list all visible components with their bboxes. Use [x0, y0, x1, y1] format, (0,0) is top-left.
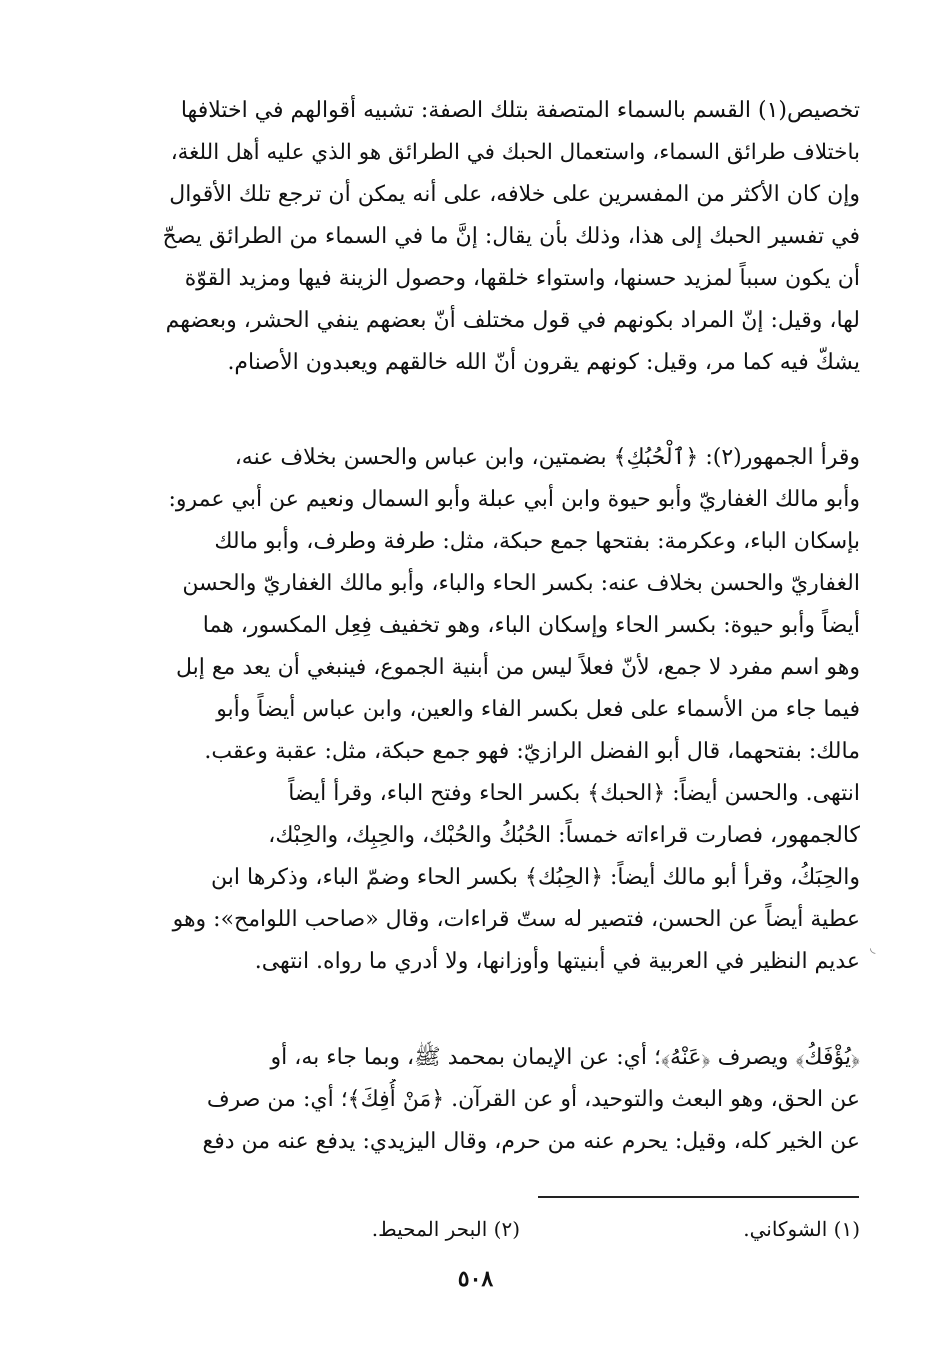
text-line: عديم النظير في العربية في أبنيتها وأوزانها، ولا أدري ما رواه. انتهى.	[254, 949, 860, 974]
text-line: تخصيص(١) القسم بالسماء المتصفة بتلك الصفة: تشبيه أقوالهم في اختلافها	[180, 98, 860, 123]
text-line: وهو اسم مفرد لا جمع، لأنّ فعلاً ليس من أبنية الجموع، فينبغي أن يعد مع إبل	[175, 655, 860, 680]
text-line: أيضاً وأبو حيوة: بكسر الحاء وإسكان الباء، وهو تخفيف فِعِل المكسور، هما	[202, 613, 860, 638]
text-line: عن الحق، وهو البعث والتوحيد، أو عن القرآن. ﴿مَنْ أُفِكَ﴾؛ أي: من صرف	[206, 1087, 860, 1112]
text-line: لها، وقيل: إنّ المراد بكونهم في قول مختلف أنّ بعضهم ينفي الحشر، وبعضهم	[165, 308, 860, 333]
scan-mark: ◟	[870, 940, 876, 956]
paragraph-2	[160, 437, 860, 983]
text-line: عطية أيضاً عن الحسن، فتصير له ستّ قراءات، وقال «صاحب اللوامح»: وهو	[172, 907, 860, 932]
text-line: ﴿يُؤْفَكُ﴾ ويصرف ﴿عَنْهُ﴾؛ أي: عن الإيمان بمحمد ﷺ، وبما جاء به، أو	[270, 1045, 860, 1070]
text-line: وقرأ الجمهور(٢): ﴿ٱلْحُبُكِ﴾ بضمتين، وابن عباس والحسن بخلاف عنه،	[234, 445, 860, 470]
paragraph-3	[160, 1037, 860, 1163]
page-number: ٥٠٨	[457, 1266, 494, 1292]
text-line: في تفسير الحبك إلى هذا، وذلك بأن يقال: إنَّ ما في السماء من الطرائق يصحّ	[162, 224, 860, 249]
text-line: بإسكان الباء، وعكرمة: بفتحها جمع حبكة، مثل: طرفة وطرف، وأبو مالك	[214, 529, 860, 554]
text-line: وأبو مالك الغفاريّ وأبو حيوة وابن أبي عبلة وأبو السمال ونعيم عن أبي عمرو:	[168, 487, 860, 512]
text-line: باختلاف طرائق السماء، واستعمال الحبك في الطرائق هو الذي عليه أهل اللغة،	[170, 140, 860, 165]
text-line: عن الخير كله، وقيل: يحرم عنه من حرم، وقال اليزيدي: يدفع عنه من دفع	[202, 1129, 860, 1154]
text-line: فيما جاء من الأسماء على فعل بكسر الفاء والعين، وابن عباس أيضاً وأبو	[216, 697, 860, 722]
text-line: والحِبَكُ، وقرأ أبو مالك أيضاً: ﴿الحِبُك﴾ بكسر الحاء وضمّ الباء، وذكرها ابن	[211, 865, 860, 890]
text-line: مالك: بفتحهما، قال أبو الفضل الرازيّ: فهو جمع حبكة، مثل: عقبة وعقب.	[204, 739, 860, 764]
text-line: انتهى. والحسن أيضاً: ﴿الحبك﴾ بكسر الحاء وفتح الباء، وقرأ أيضاً	[288, 781, 860, 806]
text-line: يشكّ فيه كما مر، وقيل: كونهم يقرون أنّ الله خالقهم ويعبدون الأصنام.	[227, 350, 860, 375]
paragraph-1	[160, 90, 860, 384]
text-line: وإن كان الأكثر من المفسرين على خلافه، على أنه يمكن أن ترجع تلك الأقوال	[169, 182, 860, 207]
footnote-2: (٢) البحر المحيط.	[371, 1217, 520, 1241]
text-line: الغفاريّ والحسن بخلاف عنه: بكسر الحاء والباء، وأبو مالك الغفاريّ والحسن	[182, 571, 860, 596]
text-line: أن يكون سبباً لمزيد حسنها، واستواء خلقها، وحصول الزينة فيها ومزيد القوّة	[184, 266, 860, 291]
footnote-1: (١) الشوكاني.	[743, 1217, 860, 1241]
footnote-divider	[538, 1196, 859, 1198]
text-line: كالجمهور، فصارت قراءاته خمساً: الحُبُكُ والحُبْك، والحِبِك، والحِبْك،	[268, 823, 860, 848]
